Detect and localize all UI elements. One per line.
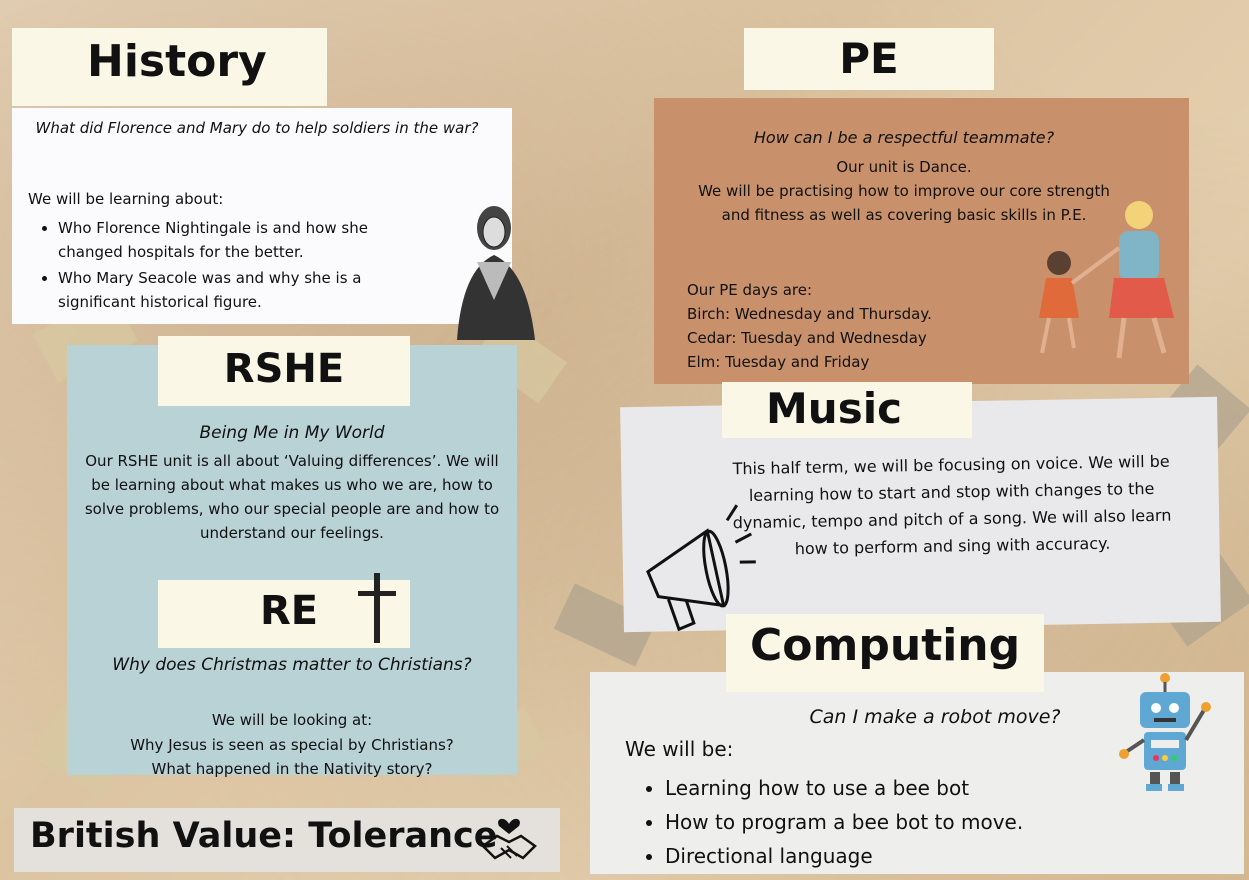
history-title: History: [12, 28, 327, 106]
pe-line: We will be practising how to improve our core strength and fitness as well as covering basic skills in P.E.: [698, 182, 1110, 224]
pe-day-elm: Elm: Tuesday and Friday: [687, 353, 870, 371]
pe-day-birch: Birch: Wednesday and Thursday.: [687, 305, 932, 323]
pe-title: PE: [744, 28, 994, 90]
music-body: This half term, we will be focusing on voice. We will be learning how to start and stop with changes to the dynamic, tempo and pitch of a song. We will also learn how to perform and sing with accuracy.: [732, 451, 1172, 559]
history-question: What did Florence and Mary do to help soldiers in the war?: [35, 119, 479, 137]
pe-line: Our unit is Dance.: [836, 158, 972, 176]
re-line: What happened in the Nativity story?: [151, 760, 433, 778]
rshe-subtitle: Being Me in My World: [199, 423, 385, 443]
re-line: We will be looking at:: [211, 711, 373, 729]
british-value-banner: [14, 808, 560, 872]
pe-question: How can I be a respectful teammate?: [753, 128, 1055, 147]
portrait-illustration: [447, 200, 542, 340]
rshe-re-section: [67, 345, 517, 778]
list-item: • Directional language: [665, 840, 1023, 872]
computing-title: Computing: [726, 614, 1044, 692]
handshake-heart-icon: [479, 810, 539, 866]
history-intro: We will be learning about:: [28, 190, 224, 208]
pe-days-heading: Our PE days are:: [687, 281, 813, 299]
list-item: • Who Mary Seacole was and why she is a significant historical figure.: [58, 266, 423, 314]
dancing-children-illustration: [1014, 193, 1189, 373]
list-item: • Who Florence Nightingale is and how she changed hospitals for the better.: [58, 216, 423, 264]
rshe-body: Our RSHE unit is all about ‘Valuing differences’. We will be learning about what makes us who we are, how to solve problems, who our special people are and how to understand our feelings.: [84, 452, 500, 542]
list-item: • Learning how to use a bee bot: [665, 772, 1023, 804]
british-value-label: British Value: Tolerance: [30, 816, 498, 856]
robot-icon: [1118, 672, 1213, 794]
computing-section: [590, 672, 1244, 874]
re-question: Why does Christmas matter to Christians?: [112, 655, 472, 675]
computing-question: Can I make a robot move?: [809, 706, 1061, 728]
history-list: [28, 214, 423, 316]
computing-intro: We will be:: [625, 737, 734, 761]
megaphone-icon: [627, 500, 759, 632]
list-item: • How to program a bee bot to move.: [665, 806, 1023, 838]
pe-day-cedar: Cedar: Tuesday and Wednesday: [687, 329, 927, 347]
pe-section: [654, 98, 1189, 384]
rshe-title: RSHE: [158, 336, 410, 406]
music-title: Music: [722, 382, 972, 438]
re-title: RE: [158, 580, 410, 648]
history-section: [12, 108, 512, 324]
computing-list: [635, 770, 1023, 874]
cross-icon: [356, 573, 398, 643]
re-line: Why Jesus is seen as special by Christians?: [130, 736, 454, 754]
